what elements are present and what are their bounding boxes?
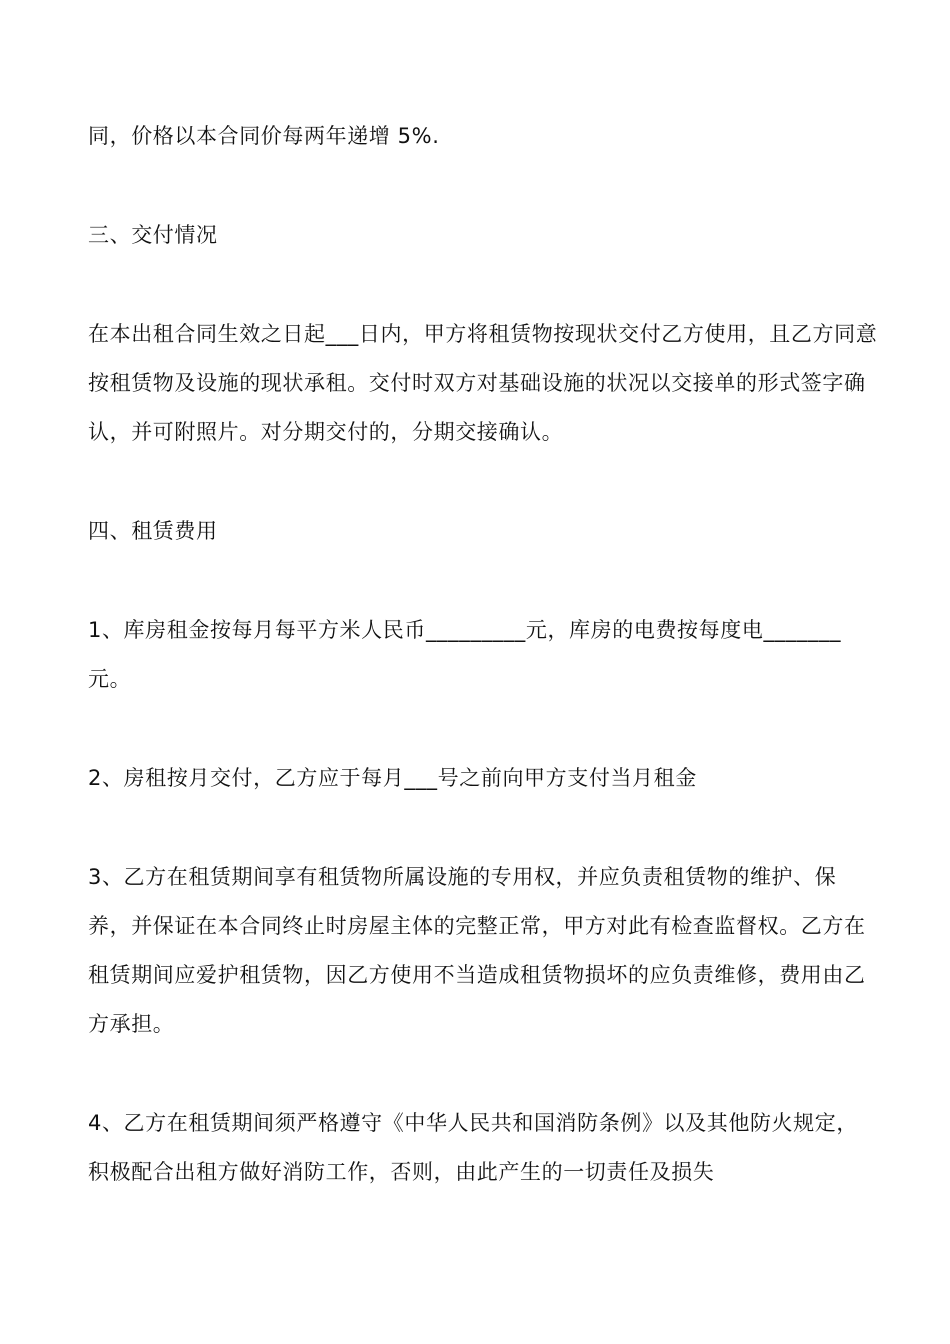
- paragraph-gap: [88, 260, 878, 310]
- section-heading-rental-fees: 四、租赁费用: [88, 519, 218, 543]
- document-body: [88, 112, 878, 1197]
- paragraph-gap: [88, 161, 878, 211]
- paragraph-maintenance: 3、乙方在租赁期间享有租赁物所属设施的专用权，并应负责租赁物的维护、保养，并保证在本合同终止时房屋主体的完整正常，甲方对此有检查监督权。乙方在租赁期间应爱护租赁物，因乙方使用不当造成租赁物损坏的应负责维修，费用由乙方承担。: [88, 865, 866, 1036]
- paragraph-gap: [88, 704, 878, 754]
- paragraph-gap: [88, 1049, 878, 1099]
- paragraph-payment-schedule: 2、房租按月交付，乙方应于每月___号之前向甲方支付当月租金: [88, 766, 697, 790]
- paragraph-delivery-terms: 在本出租合同生效之日起___日内，甲方将租赁物按现状交付乙方使用，且乙方同意按租赁物及设施的现状承租。交付时双方对基础设施的状况以交接单的形式签字确认，并可附照片。对分期交付的，分期交接确认。: [88, 322, 878, 444]
- paragraph-gap: [88, 457, 878, 507]
- paragraph-fire-safety: 4、乙方在租赁期间须严格遵守《中华人民共和国消防条例》以及其他防火规定，积极配合出租方做好消防工作，否则，由此产生的一切责任及损失: [88, 1111, 858, 1184]
- paragraph-rent-and-electricity: 1、库房租金按每月每平方米人民币_________元，库房的电费按每度电_______元。: [88, 618, 842, 691]
- paragraph-price-increase: 同，价格以本合同价每两年递增 5%.: [88, 124, 440, 148]
- paragraph-gap: [88, 556, 878, 606]
- paragraph-gap: [88, 803, 878, 853]
- section-heading-delivery: 三、交付情况: [88, 223, 218, 247]
